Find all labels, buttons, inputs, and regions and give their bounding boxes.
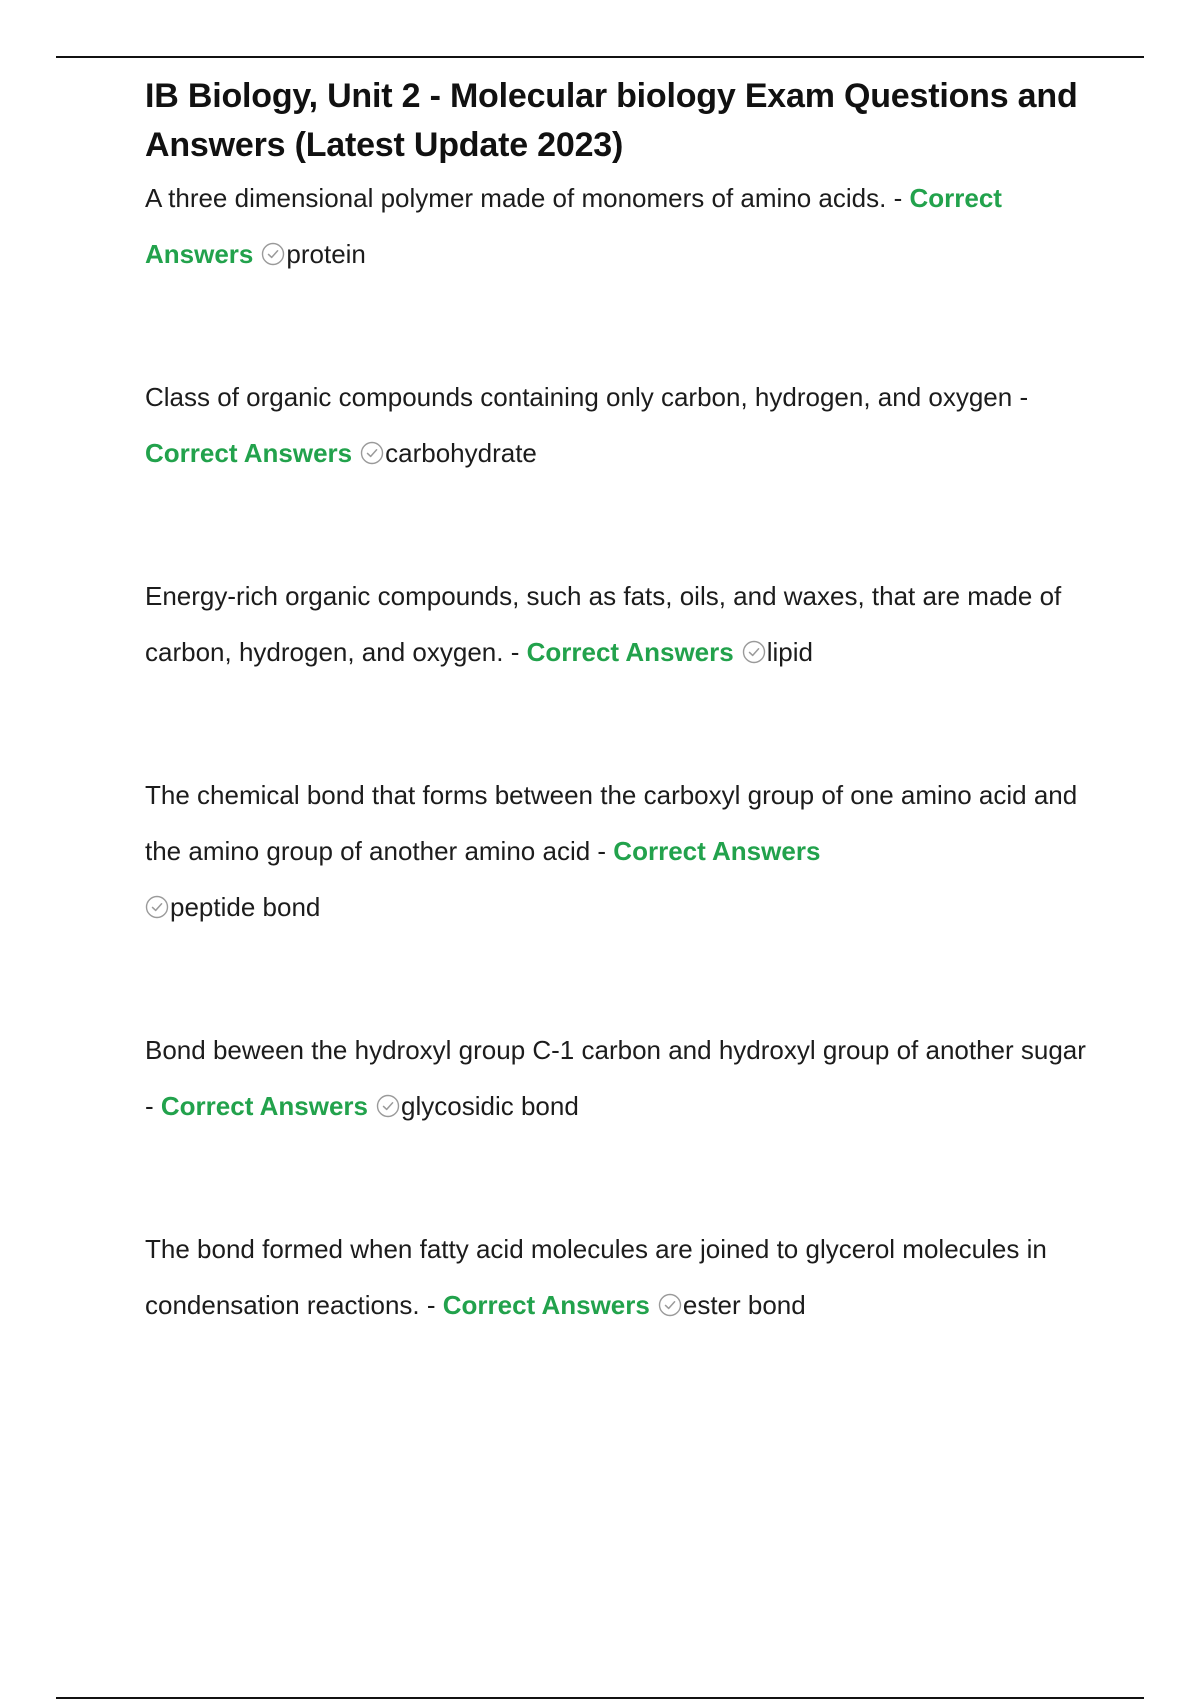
separator: - — [1012, 382, 1029, 412]
answer-text: ester bond — [682, 1290, 806, 1320]
check-circle-icon — [658, 1293, 682, 1317]
question-text: The bond formed when fatty acid molecules are joined to glycerol molecules in condensation reactions. — [145, 1234, 1047, 1320]
qa-item — [145, 170, 1090, 282]
check-circle-icon — [742, 640, 766, 664]
bottom-rule — [56, 1697, 1144, 1699]
answer-text: lipid — [766, 637, 813, 667]
answer-text: protein — [286, 239, 366, 269]
correct-answers-label: Correct Answers — [160, 1091, 369, 1121]
correct-answers-label: Correct Answers — [145, 438, 353, 468]
answer-text: peptide bond — [170, 892, 321, 922]
correct-answers-label: Correct Answers — [145, 183, 1002, 269]
question-text: Bond beween the hydroxyl group C-1 carbon and hydroxyl group of another sugar — [145, 1035, 1086, 1065]
separator: - — [419, 1290, 443, 1320]
qa-item — [145, 369, 1090, 481]
question-text: A three dimensional polymer made of monomers of amino acids. — [145, 183, 887, 213]
check-circle-icon — [261, 242, 285, 266]
answer-text: carbohydrate — [385, 438, 537, 468]
correct-answers-label: Correct Answers — [526, 637, 734, 667]
document-body — [145, 72, 1090, 1333]
qa-item — [145, 1022, 1090, 1134]
qa-item — [145, 568, 1090, 680]
document-title: IB Biology, Unit 2 - Molecular biology Exam Questions and Answers (Latest Update 2023) — [145, 77, 1078, 164]
answer-text: glycosidic bond — [401, 1091, 579, 1121]
check-circle-icon — [360, 441, 384, 465]
top-rule — [56, 56, 1144, 58]
separator: - — [590, 836, 614, 866]
separator: - — [145, 1091, 161, 1121]
question-text: Class of organic compounds containing only carbon, hydrogen, and oxygen — [145, 382, 1013, 412]
qa-item — [145, 767, 1090, 935]
question-text: Energy-rich organic compounds, such as fats, oils, and waxes, that are made of carbon, hydrogen, and oxygen. — [145, 581, 1062, 667]
check-circle-icon — [145, 895, 169, 919]
check-circle-icon — [376, 1094, 400, 1118]
qa-item — [145, 1221, 1090, 1333]
separator: - — [503, 637, 527, 667]
correct-answers-label: Correct Answers — [442, 1290, 650, 1320]
separator: - — [886, 183, 910, 213]
question-text: The chemical bond that forms between the carboxyl group of one amino acid and the amino group of another amino acid — [145, 780, 1078, 866]
correct-answers-label: Correct Answers — [613, 836, 821, 866]
